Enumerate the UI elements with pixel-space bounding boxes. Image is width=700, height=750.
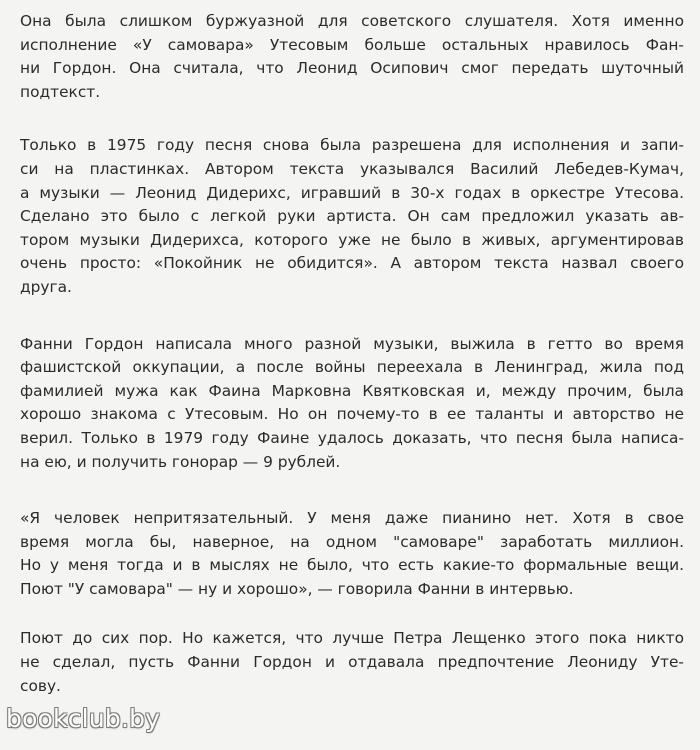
text-line: а музыки — Леонид Дидерихс, игравший в 30-х годах в оркестре Утесова. <box>20 183 684 202</box>
text-line: верил. Только в 1979 году Фаине удалось доказать, что песня была написа- <box>20 428 684 447</box>
text-line: время могла бы, наверное, на одном "самоваре" заработать миллион. <box>20 532 684 551</box>
text-line: сову. <box>20 676 61 695</box>
text-line: исполнение «У самовара» Утесовым больше остальных нравилось Фан- <box>20 35 684 54</box>
text-line: Она была слишком буржуазной для советского слушателя. Хотя именно <box>20 12 684 30</box>
text-line: друга. <box>20 277 72 296</box>
text-line: подтекст. <box>20 82 101 101</box>
text-line: хорошо знакома с Утесовым. Но он почему-то в ее таланты и авторство не <box>20 405 684 424</box>
text-line: тором музыки Дидерихса, которого уже не было в живых, аргументировав <box>20 230 684 249</box>
text-line: Только в 1975 году песня снова была разрешена для исполнения и запи- <box>20 136 684 155</box>
text-line: «Я человек непритязательный. У меня даже пианино нет. Хотя в свое <box>20 509 684 528</box>
text-line: фашистской оккупации, а после войны переехала в Ленинград, жила под <box>20 358 684 377</box>
text-line: Фанни Гордон написала много разной музыки, выжила в гетто во время <box>20 334 684 353</box>
site-watermark: bookclub.by <box>6 704 161 733</box>
text-line: на ею, и получить гонорар — 9 рублей. <box>20 452 341 471</box>
text-line: Сделано это было с легкой руки артиста. Он сам предложил указать ав- <box>20 207 684 226</box>
text-line: Но у меня тогда и в мыслях не было, что есть какие-то формальные вещи. <box>20 556 684 575</box>
paragraph-1 <box>20 10 684 104</box>
text-line: очень просто: «Покойник не обидится». А автором текста назвал своего <box>20 254 684 273</box>
text-line: Поют до сих пор. Но кажется, что лучше Петра Лещенко этого пока никто <box>20 629 684 648</box>
text-line: фамилией мужа как Фаина Марковна Квятковская и, между прочим, была <box>20 381 684 400</box>
paragraph-2 <box>20 134 684 299</box>
text-line: си на пластинках. Автором текста указывался Василий Лебедев-Кумач, <box>20 159 684 178</box>
text-line: не сделал, пусть Фанни Гордон и отдавала предпочтение Леониду Уте- <box>20 653 684 672</box>
paragraph-5 <box>20 627 684 698</box>
paragraph-4-quote <box>20 507 684 601</box>
text-line: ни Гордон. Она считала, что Леонид Осипович смог передать шуточный <box>20 59 684 78</box>
paragraph-3 <box>20 333 684 475</box>
text-line: Поют "У самовара" — ну и хорошо», — говорила Фанни в интервью. <box>20 579 574 598</box>
document-page <box>20 10 684 698</box>
